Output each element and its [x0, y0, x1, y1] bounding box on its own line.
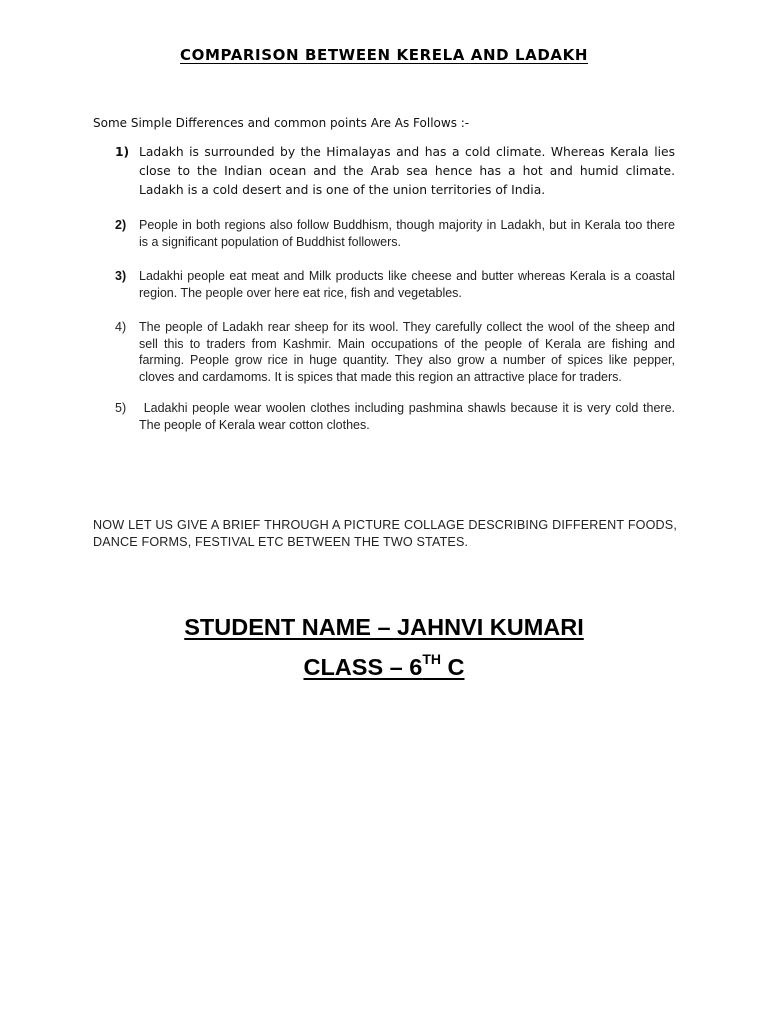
list-item-text: Ladakhi people eat meat and Milk products like cheese and butter whereas Kerala is a coastal region. The people over here eat rice, fish and vegetables. — [139, 269, 675, 300]
list-item-number: 5) — [115, 401, 127, 415]
document-title: COMPARISON BETWEEN KERELA AND LADAKH — [180, 46, 588, 64]
class-superscript: TH — [422, 651, 441, 668]
list-item — [93, 143, 675, 200]
list-item-text: Ladakhi people wear woolen clothes including pashmina shawls because it is very cold there. The people of Kerala wear cotton clothes. — [139, 401, 679, 432]
list-item-number: 3) — [115, 269, 127, 283]
collage-note: NOW LET US GIVE A BRIEF THROUGH A PICTURE COLLAGE DESCRIBING DIFFERENT FOODS, DANCE FORMS, FESTIVAL ETC BETWEEN THE TWO STATES. — [93, 518, 677, 549]
list-item-number: 4) — [115, 320, 127, 334]
class-prefix: CLASS – 6 — [303, 654, 423, 680]
list-item-number: 2) — [115, 218, 127, 232]
points-list — [93, 143, 679, 433]
list-item — [93, 319, 675, 385]
list-item — [93, 217, 675, 250]
list-item-text: The people of Ladakh rear sheep for its wool. They carefully collect the wool of the sheep and sell this to traders from Kashmir. Main occupations of the people of Kerala are fishing and farming. People grow rice in huge quantity. They also grow a number of spices like pepper, cloves and cardamoms. It is spices that made this region an attractive place for traders. — [139, 320, 675, 384]
list-item-number: 1) — [115, 145, 130, 159]
class-line-text — [303, 651, 465, 680]
student-name-text: STUDENT NAME – JAHNVI KUMARI — [184, 614, 584, 640]
student-name — [0, 614, 768, 641]
class-suffix: C — [441, 654, 465, 680]
intro-text: Some Simple Differences and common points Are As Follows :- — [93, 116, 470, 130]
list-item-text: People in both regions also follow Buddhism, though majority in Ladakh, but in Kerala too there is a significant population of Buddhist followers. — [139, 218, 675, 249]
list-item-text: Ladakh is surrounded by the Himalayas and has a cold climate. Whereas Kerala lies close to the Indian ocean and the Arab sea hence has a hot and humid climate. Ladakh is a cold desert and is one of the union territories of India. — [139, 145, 675, 197]
list-item — [93, 268, 675, 301]
list-item — [93, 400, 679, 433]
class-line — [0, 651, 768, 681]
